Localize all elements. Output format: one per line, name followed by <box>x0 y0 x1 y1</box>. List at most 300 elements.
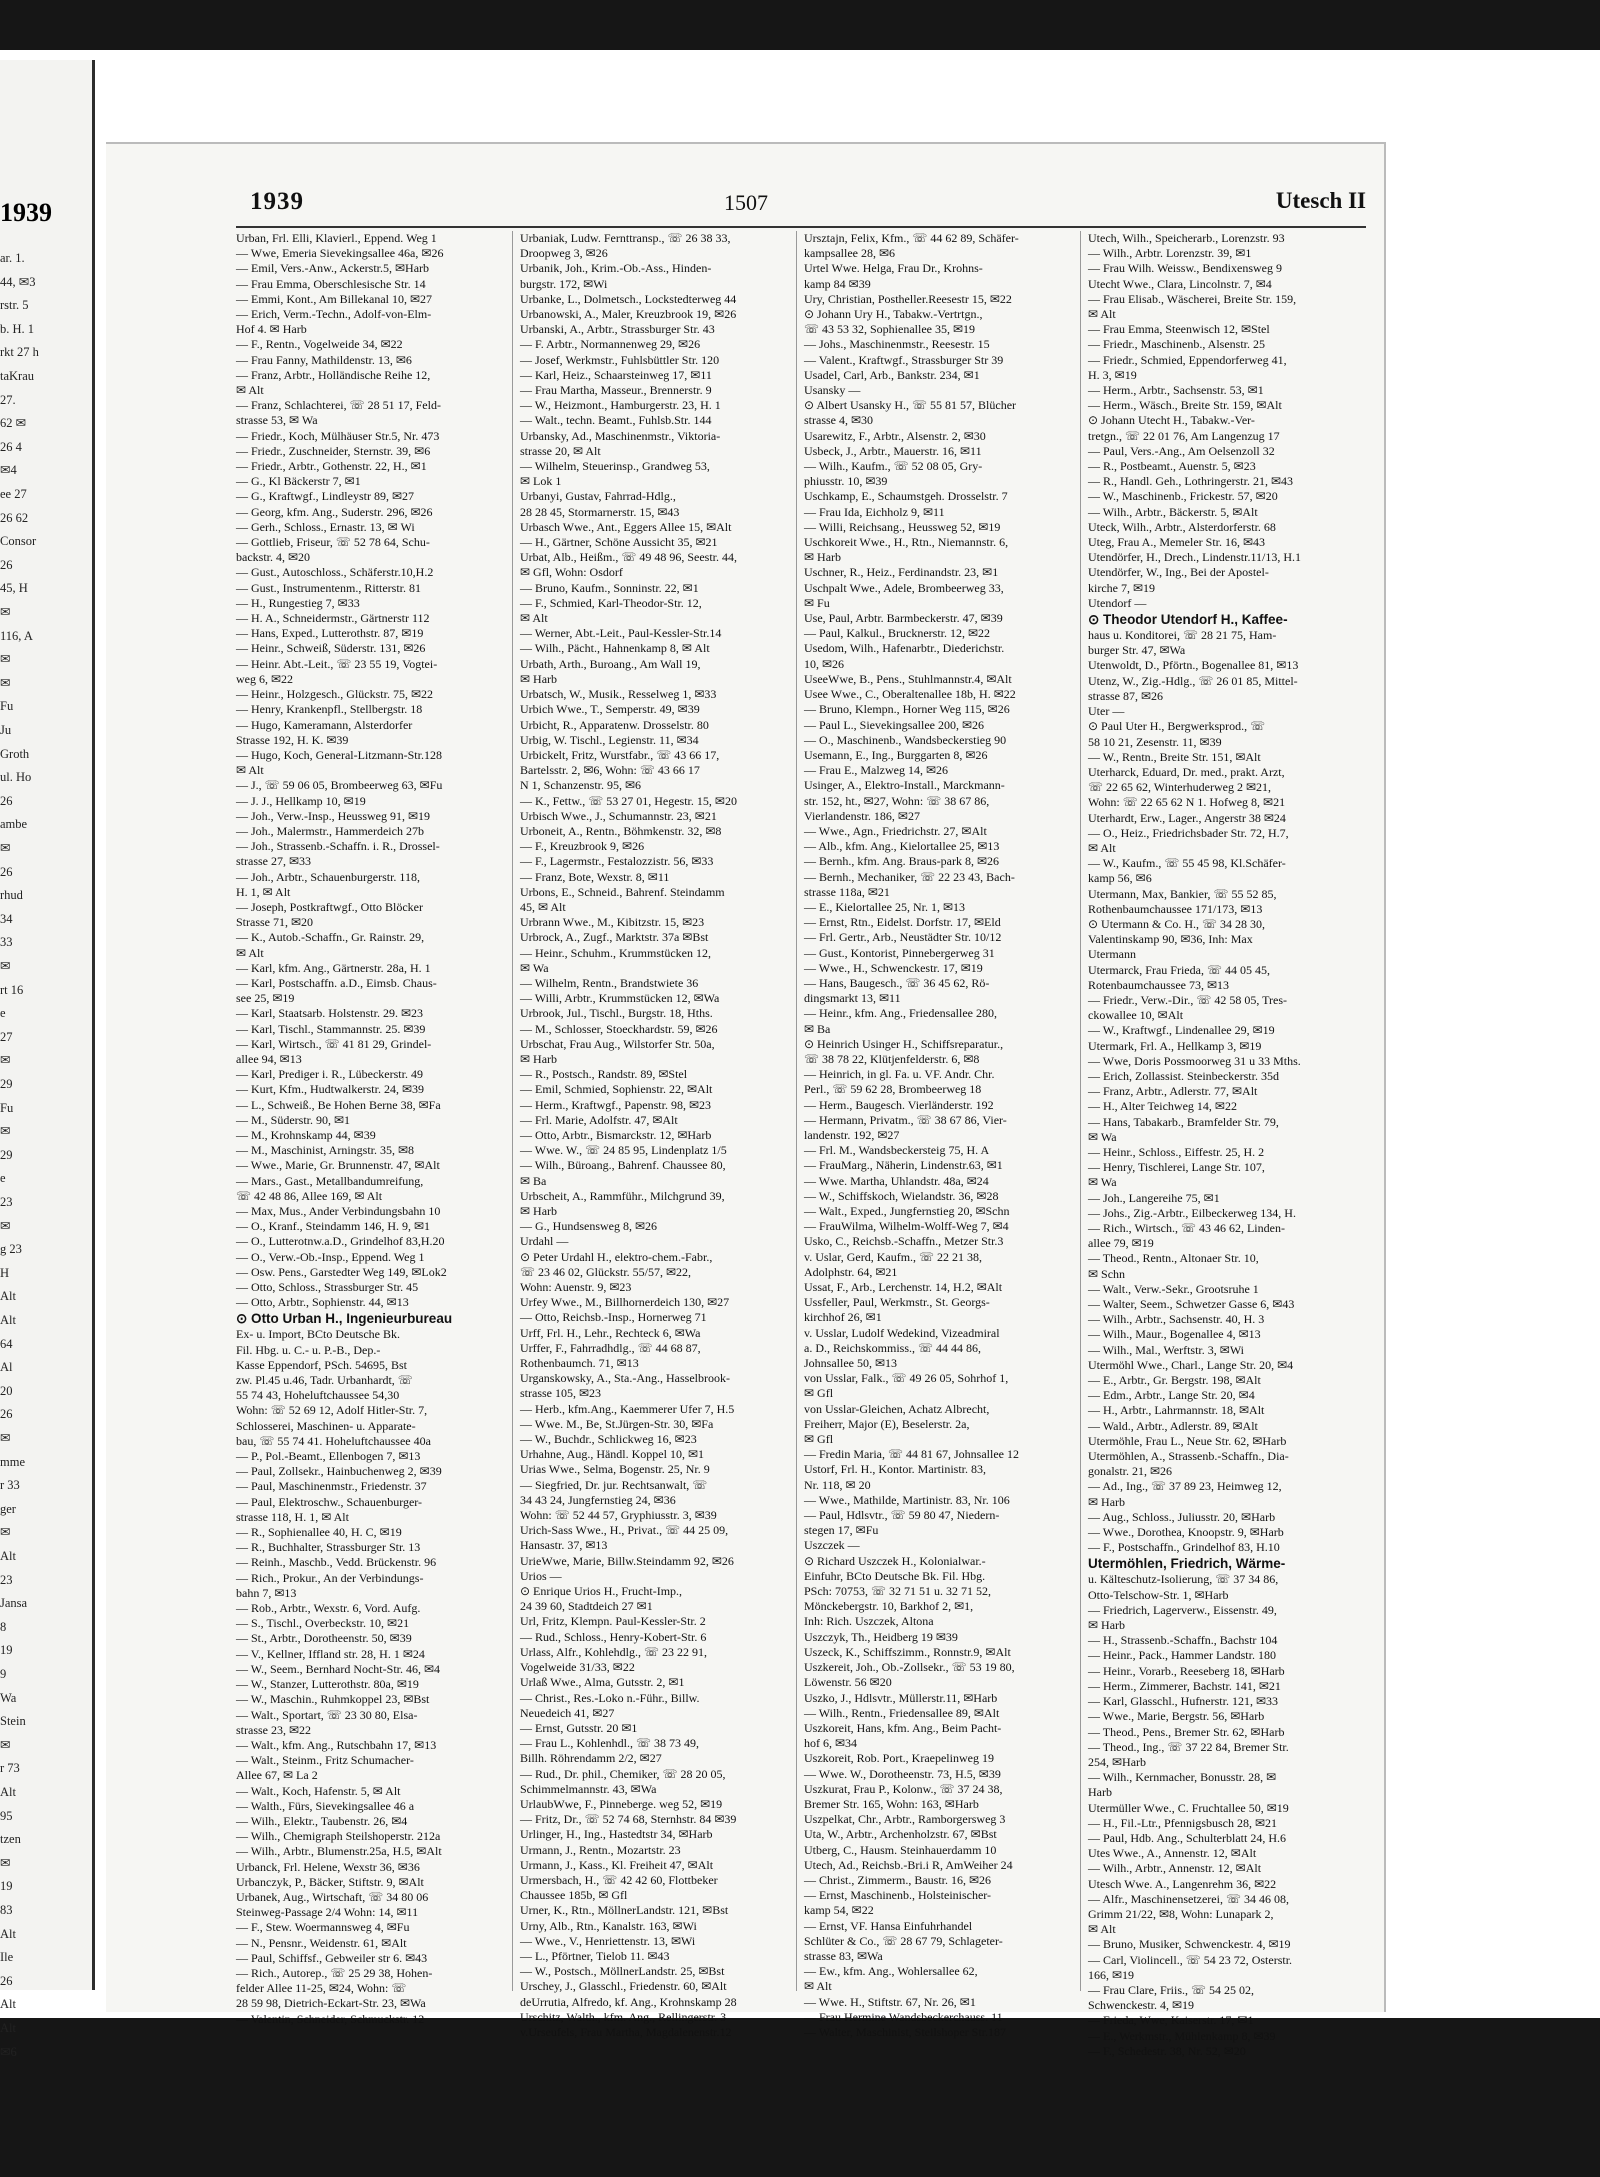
directory-entry: — Theod., Rentn., Altonaer Str. 10, <box>1088 1251 1259 1266</box>
directory-entry: Urban, Frl. Elli, Klavierl., Eppend. Weg 1 <box>236 231 437 245</box>
directory-entry: — Hugo, Koch, General-Litzmann-Str.128 <box>236 747 442 762</box>
left-page-fragment: 9 <box>0 1667 7 1681</box>
left-page-fragment: Alt <box>0 1997 16 2012</box>
directory-entry: Droopweg 3, ✉26 <box>520 246 608 261</box>
directory-entry: Nr. 118, ✉ 20 <box>804 1477 871 1492</box>
directory-entry: ✉ Alt <box>520 611 548 626</box>
directory-entry: — Friedr., Zuschneider, Sternstr. 39, ✉6 <box>236 443 431 458</box>
left-page-fragment: ✉ <box>0 1431 11 1445</box>
directory-entry: — G., Kraftwgf., Lindleystr 89, ✉27 <box>236 489 415 504</box>
directory-entry: Utenwoldt, D., Pförtn., Bogenallee 81, ✉13 <box>1088 658 1299 673</box>
directory-entry: — Heinr., Schweiß, Süderstr. 131, ✉26 <box>236 641 426 656</box>
directory-entry: — Ad., Ing., ☏ 37 89 23, Heimweg 12, <box>1088 1479 1282 1494</box>
directory-entry: Utermann <box>1088 947 1136 962</box>
left-page-fragment: e <box>0 1171 6 1186</box>
directory-entry: Urmann, J., Rentn., Mozartstr. 23 <box>520 1842 681 1857</box>
directory-entry: Usemann, E., Ing., Burggarten 8, ✉26 <box>804 747 988 762</box>
directory-entry: — Wilh., Arbtr., Blumenstr.25a, H.5, ✉Alt <box>236 1844 442 1859</box>
directory-entry: — Friedr., Arbtr., Gothenstr. 22, H., ✉1 <box>236 459 427 474</box>
left-page-year: 1939 <box>0 198 52 227</box>
directory-entry: — Karl, Wirtsch., ☏ 41 81 29, Grindel- <box>236 1036 432 1051</box>
directory-entry: — Georg, kfm. Ang., Suderstr. 296, ✉26 <box>236 504 433 519</box>
directory-entry: — Walth., Fürs, Sievekingsallee 46 a <box>236 1798 415 1813</box>
directory-entry: felder Allee 11-25, ✉24, Wohn: ☏ <box>236 1981 407 1996</box>
directory-entry: 28 28 45, Stormarnerstr. 15, ✉43 <box>520 504 680 519</box>
left-page-fragment: rstr. 5 <box>0 298 29 313</box>
directory-entry: Urtel Wwe. Helga, Frau Dr., Krohns- <box>804 261 983 276</box>
directory-entry: — F., Postschaffn., Grindelhof 83, H.10 <box>1088 1540 1280 1555</box>
directory-entry: — H., Fil.-Ltr., Pfennigsbusch 28, ✉21 <box>1088 1815 1278 1830</box>
left-page-fragment: tzen <box>0 1832 21 1847</box>
directory-entry: — W., Maschinenb., Frickestr. 57, ✉20 <box>1088 489 1278 504</box>
left-page-fragment: Alt <box>0 1289 16 1304</box>
directory-entry: — Erich, Zollassist. Steinbeckerstr. 35d <box>1088 1068 1279 1083</box>
directory-entry: — Heinr., Holzgesch., Glückstr. 75, ✉22 <box>236 687 434 702</box>
directory-entry: Grimm 21/22, ✉8, Wohn: Lunapark 2, <box>1088 1906 1274 1921</box>
directory-entry: deUrrutia, Alfredo, kf. Ang., Krohnskamp 28 <box>520 1994 737 2009</box>
directory-entry: — Karl, Postschaffn. a.D., Eimsb. Chaus- <box>236 975 437 990</box>
left-page-fragment: 95 <box>0 1808 13 1823</box>
directory-entry: — Paul, Vers.-Ang., Am Oelsenzoll 32 <box>1088 443 1275 458</box>
directory-entry: — Wwe. W., Dorotheenstr. 73, H.5, ✉39 <box>804 1766 1001 1781</box>
directory-entry: phiusstr. 10, ✉39 <box>804 474 888 489</box>
directory-entry: Utendörfer, H., Drech., Lindenstr.11/13, H.1 <box>1088 550 1302 565</box>
directory-entry: Wohn: ☏ 52 69 12, Adolf Hitler-Str. 7, <box>236 1403 428 1418</box>
scan-top-border <box>0 0 1600 50</box>
directory-entry: — Walt., Verw.-Sekr., Grootsruhe 1 <box>1088 1281 1259 1296</box>
directory-entry: — Johs., Zig.-Arbtr., Eilbeckerweg 134, H. <box>1088 1205 1296 1220</box>
directory-entry: Uterharck, Eduard, Dr. med., prakt. Arzt, <box>1088 764 1285 779</box>
directory-entry: ⊙ Albert Usansky H., ☏ 55 81 57, Blücher <box>804 398 1017 413</box>
left-page-fragment: 19 <box>0 1879 13 1894</box>
left-page-fragment: rhud <box>0 888 23 903</box>
directory-entry: Urbscheit, A., Rammführ., Milchgrund 39, <box>520 1188 725 1203</box>
directory-entry: ⊙ Heinrich Usinger H., Schiffsreparatur., <box>804 1036 1004 1051</box>
left-page-fragment: e <box>0 1006 6 1021</box>
directory-entry: tretgn., ☏ 22 01 76, Am Langenzug 17 <box>1088 428 1280 443</box>
left-page-fragment: ger <box>0 1501 16 1516</box>
directory-entry: Utermöhlen, Friedrich, Wärme- <box>1088 1556 1286 1572</box>
directory-entry: — Frieda, Wwe, Kaiserstr. 17, ✉1 <box>1088 2013 1254 2028</box>
directory-entry: — Emmi, Kont., Am Billekanal 10, ✉27 <box>236 291 433 306</box>
directory-entry: — Bernh., Mechaniker, ☏ 22 23 43, Bach- <box>804 869 1015 884</box>
directory-entry: Urboneit, A., Rentn., Böhmkenstr. 32, ✉8 <box>520 823 722 838</box>
directory-entry: ✉ Harb <box>520 1204 558 1218</box>
directory-entry: — H., Rungestieg 7, ✉33 <box>236 595 360 610</box>
directory-entry: Strasse 192, H. K. ✉39 <box>236 732 349 747</box>
left-page-fragment: 27 <box>0 1029 13 1044</box>
left-page-fragment: 62 ✉ <box>0 416 27 431</box>
directory-entry: — F., Stew. Woermannsweg 4, ✉Fu <box>236 1920 410 1935</box>
directory-entry: v. Uslar, Gerd, Kaufm., ☏ 22 21 38, <box>804 1249 983 1264</box>
directory-entry: — O., Verw.-Ob.-Insp., Eppend. Weg 1 <box>236 1249 425 1264</box>
directory-entry: — G., Kl Bäckerstr 7, ✉1 <box>236 474 361 489</box>
directory-entry: — O., Lutterotnw.a.D., Grindelhof 83,H.20 <box>236 1234 445 1249</box>
directory-entry: ✉ Alt <box>1088 1922 1116 1937</box>
directory-entry: — Carl, Violincell., ☏ 54 23 72, Osterstr. <box>1088 1952 1293 1967</box>
directory-entry: — Wwe. H., Stiftstr. 67, Nr. 26, ✉1 <box>804 1994 976 2009</box>
directory-entry: ✉ Gfl, Wohn: Osdorf <box>520 565 623 580</box>
directory-entry: N 1, Schanzenstr. 95, ✉6 <box>520 778 642 793</box>
directory-entry: — L., Pförtner, Tielob 11. ✉43 <box>520 1948 670 1963</box>
directory-entry: — Heinr., kfm. Ang., Friedensallee 280, <box>804 1006 997 1021</box>
directory-entry: Urbat, Alb., Heißm., ☏ 49 48 96, Seestr. 44, <box>520 550 737 565</box>
column-3 <box>804 231 1072 2039</box>
directory-entry: — Otto, Reichsb.-Insp., Hornerweg 71 <box>520 1310 707 1325</box>
left-page-fragment: Ile <box>0 1950 14 1965</box>
directory-entry: Löwenstr. 56 ✉20 <box>804 1675 892 1690</box>
directory-entry: Uschkoreit Wwe., H., Rtn., Niemannstr. 6, <box>804 535 1009 550</box>
directory-entry: Uschner, R., Heiz., Ferdinandstr. 23, ✉1 <box>804 565 999 580</box>
directory-entry: Urganskowsky, A., Sta.-Ang., Hasselbrook- <box>520 1371 730 1386</box>
left-page-fragment: 116, A <box>0 628 33 643</box>
directory-entry: — Walt., kfm. Ang., Rutschbahn 17, ✉13 <box>236 1737 437 1752</box>
directory-entry: Fil. Hbg. u. C.- u. P.-B., Dep.- <box>236 1342 381 1357</box>
left-page-edge <box>0 60 95 2059</box>
directory-entry: Urbanke, L., Dolmetsch., Lockstedterweg 44 <box>520 291 737 306</box>
directory-entry: — Paul, Hdb. Ang., Schulterblatt 24, H.6 <box>1088 1830 1286 1845</box>
directory-entry: — Wwe. M., Be, St.Jürgen-Str. 30, ✉Fa <box>520 1416 714 1431</box>
directory-entry: ☏ 23 46 02, Glückstr. 55/57, ✉22, <box>520 1264 692 1279</box>
directory-entry: — Edm., Arbtr., Lange Str. 20, ✉4 <box>1088 1388 1255 1403</box>
directory-entry: — S., Tischl., Overbeckstr. 10, ✉21 <box>236 1616 410 1631</box>
left-page-fragment: Al <box>0 1360 13 1375</box>
directory-entry: Utenz, W., Zig.-Hdlg., ☏ 26 01 85, Mittel- <box>1088 673 1298 688</box>
directory-entry: — Theod., Ing., ☏ 37 22 84, Bremer Str. <box>1088 1739 1289 1754</box>
directory-entry: — Aug., Schloss., Juliusstr. 20, ✉Harb <box>1088 1509 1276 1524</box>
directory-entry: — G., Hundsensweg 8, ✉26 <box>520 1219 658 1234</box>
directory-entry: kirche 7, ✉19 <box>1088 580 1156 595</box>
directory-entry: Uszkoreit, Hans, kfm. Ang., Beim Pacht- <box>804 1720 1002 1735</box>
directory-entry: Uterhardt, Erw., Lager., Angerstr 38 ✉24 <box>1088 810 1286 825</box>
left-page-fragment: ✉ <box>0 605 11 619</box>
directory-entry: Schimmelmannstr. 43, ✉Wa <box>520 1781 657 1796</box>
directory-entry: ✉ Ba <box>804 1021 831 1036</box>
left-page-fragment: 26 4 <box>0 439 22 454</box>
directory-entry: — Wilh., Büroang., Bahrenf. Chaussee 80, <box>520 1158 726 1173</box>
directory-entry: — Wwe., Marie, Gr. Brunnenstr. 47, ✉Alt <box>236 1158 440 1173</box>
directory-entry: ✉ Alt <box>1088 840 1116 855</box>
directory-entry: ☏ 43 53 32, Sophienallee 35, ✉19 <box>804 322 976 337</box>
column-1 <box>236 231 504 2026</box>
directory-entry: — Paul, Kalkul., Brucknerstr. 12, ✉22 <box>804 626 991 641</box>
directory-entry: H. 3, ✉19 <box>1088 367 1137 382</box>
directory-entry: — W., Schiffskoch, Wielandstr. 36, ✉28 <box>804 1188 999 1203</box>
directory-entry: 45, ✉ Alt <box>520 899 566 914</box>
directory-entry: — R., Postsch., Randstr. 89, ✉Stel <box>520 1067 688 1082</box>
directory-entry: Utendörfer, W., Ing., Bei der Apostel- <box>1088 565 1269 580</box>
directory-entry: — F., Lagermstr., Festalozzistr. 56, ✉33 <box>520 854 714 869</box>
directory-entry: Urbicht, R., Apparatenw. Drosselstr. 80 <box>520 717 709 732</box>
directory-entry: Kasse Eppendorf, PSch. 54695, Bst <box>236 1357 407 1372</box>
directory-entry: UseeWwe, B., Pens., Stuhlmannstr.4, ✉Alt <box>804 671 1012 686</box>
directory-entry: — Karl, kfm. Ang., Gärtnerstr. 28a, H. 1 <box>236 960 431 975</box>
directory-entry: — P., Pol.-Beamt., Ellenbogen 7, ✉13 <box>236 1449 421 1464</box>
directory-entry: — Henry, Tischlerei, Lange Str. 107, <box>1088 1160 1265 1175</box>
directory-entry: — Walt., Koch, Hafenstr. 5, ✉ Alt <box>236 1783 401 1798</box>
scan-bottom-border <box>0 2018 1600 2177</box>
directory-entry: Hansastr. 37, ✉13 <box>520 1538 608 1553</box>
directory-entry: — Herb., kfm.Ang., Kaemmerer Ufer 7, H.5 <box>520 1401 735 1416</box>
directory-entry: stegen 17, ✉Fu <box>804 1523 879 1538</box>
directory-entry: ⊙ Richard Uszczek H., Kolonialwar.- <box>804 1553 986 1568</box>
directory-entry: — Wilhelm, Rentn., Brandstwiete 36 <box>520 975 699 990</box>
left-page-fragment: ✉4 <box>0 463 17 478</box>
directory-entry: strasse 83, ✉Wa <box>804 1948 883 1963</box>
directory-entry: Urbons, E., Schneid., Bahrenf. Steindamm <box>520 884 725 899</box>
directory-entry: 166, ✉19 <box>1088 1967 1135 1982</box>
directory-entry: Utech, Wilh., Speicherarb., Lorenzstr. 93 <box>1088 231 1285 245</box>
directory-entry: bahn 7, ✉13 <box>236 1585 297 1600</box>
directory-entry: Urbrook, Jul., Tischl., Burgstr. 18, Hths. <box>520 1006 713 1021</box>
directory-entry: — Herm., Wäsch., Breite Str. 159, ✉Alt <box>1088 398 1282 413</box>
page-header <box>126 188 1366 228</box>
directory-entry: Uter — <box>1088 704 1125 719</box>
directory-entry: — Friedrich, Lagerverw., Eissenstr. 49, <box>1088 1602 1277 1617</box>
directory-entry: Harb <box>1088 1785 1112 1800</box>
column-2 <box>520 231 788 2039</box>
directory-entry: Uszpelkat, Chr., Arbtr., Ramborgersweg 3 <box>804 1812 1006 1827</box>
left-page-fragment: 34 <box>0 911 13 926</box>
left-page-fragment: 83 <box>0 1903 13 1917</box>
directory-entry: Urbanck, Frl. Helene, Wexstr 36, ✉36 <box>236 1859 420 1874</box>
directory-columns <box>236 231 1366 2058</box>
directory-entry: ✉ Fu <box>804 595 830 610</box>
directory-entry: — Heinr. Abt.-Leit., ☏ 23 55 19, Vogtei- <box>236 656 438 671</box>
directory-entry: — Willi, Arbtr., Krummstücken 12, ✉Wa <box>520 991 720 1006</box>
directory-entry: Utermann, Max, Bankier, ☏ 55 52 85, <box>1088 886 1277 901</box>
directory-entry: — R., Buchhalter, Strassburger Str. 13 <box>236 1540 421 1555</box>
directory-entry: strasse 105, ✉23 <box>520 1386 602 1401</box>
directory-entry: — Gottlieb, Friseur, ☏ 52 78 64, Schu- <box>236 535 430 550</box>
directory-entry: Wohn: Auenstr. 9, ✉23 <box>520 1280 632 1295</box>
directory-entry: — Wilh., Elektr., Taubenstr. 26, ✉4 <box>236 1813 408 1828</box>
directory-entry: — N., Pensnr., Weidenstr. 61, ✉Alt <box>236 1935 407 1950</box>
directory-entry: 24 39 60, Stadtdeich 27 ✉1 <box>520 1599 653 1614</box>
left-page-fragment: ar. 1. <box>0 251 25 265</box>
directory-entry: Urlaß Wwe., Alma, Gutsstr. 2, ✉1 <box>520 1675 685 1690</box>
directory-entry: strasse 118, H. 1, ✉ Alt <box>236 1509 349 1524</box>
directory-entry: — Rich., Prokur., An der Verbindungs- <box>236 1570 424 1585</box>
left-page-fragment: Alt <box>0 1549 16 1563</box>
directory-entry: allee 94, ✉13 <box>236 1051 302 1066</box>
directory-entry: — Karl, Heiz., Schaarsteinweg 17, ✉11 <box>520 367 712 382</box>
left-page-fragment: b. H. 1 <box>0 321 35 336</box>
directory-entry: — Wilh., Arbtr., Bäckerstr. 5, ✉Alt <box>1088 504 1258 519</box>
directory-entry: — Karl, Staatsarb. Holstenstr. 29. ✉23 <box>236 1006 424 1021</box>
left-page-fragment: 19 <box>0 1643 13 1658</box>
directory-entry: ⊙ Peter Urdahl H., elektro-chem.-Fabr., <box>520 1249 713 1264</box>
directory-entry: — F., Kreuzbrook 9, ✉26 <box>520 839 645 854</box>
directory-entry: v. Usslar, Ludolf Wedekind, Vizeadmiral <box>804 1325 1000 1340</box>
directory-entry: — Fritz, Dr., ☏ 52 74 68, Sternhstr. 84 ✉39 <box>520 1812 737 1827</box>
left-page-fragment: 26 <box>0 1407 13 1422</box>
directory-entry: — Frl. Gertr., Arb., Neustädter Str. 10/12 <box>804 930 1002 945</box>
column-divider <box>796 231 797 1991</box>
directory-entry: — Frau Martha, Masseur., Brennerstr. 9 <box>520 383 712 398</box>
directory-entry: — Friedr., Verw.-Dir., ☏ 42 58 05, Tres- <box>1088 992 1288 1007</box>
directory-entry: — F., Rentn., Vogelweide 34, ✉22 <box>236 337 403 352</box>
left-page-fragment: rt 16 <box>0 982 24 997</box>
directory-entry: Urhahne, Aug., Händl. Koppel 10, ✉1 <box>520 1447 705 1462</box>
directory-entry: — Frau Emma, Oberschlesische Str. 14 <box>236 276 426 291</box>
directory-entry: Steinweg-Passage 2/4 Wohn: 14, ✉11 <box>236 1905 419 1920</box>
directory-entry: — F., Schmied, Karl-Theodor-Str. 12, <box>520 595 702 610</box>
directory-entry: — Bernh., kfm. Ang. Braus-park 8, ✉26 <box>804 854 1000 869</box>
directory-entry: ✉ Alt <box>236 945 264 960</box>
left-page-fragment: 23 <box>0 1572 13 1587</box>
directory-entry: — O., Kranf., Steindamm 146, H. 9, ✉1 <box>236 1219 431 1234</box>
left-page-fragment: ✉ <box>0 1737 11 1752</box>
directory-entry: landenstr. 192, ✉27 <box>804 1127 900 1142</box>
directory-entry: — Gust., Autoschloss., Schäferstr.10,H.2 <box>236 565 434 580</box>
directory-entry: — W., Seem., Bernhard Nocht-Str. 46, ✉4 <box>236 1661 441 1676</box>
running-head: Utesch II <box>1275 188 1366 213</box>
directory-entry: — Wilh., Chemigraph Steilshoperstr. 212a <box>236 1829 441 1844</box>
directory-entry: Urbrann Wwe., M., Kibitzstr. 15, ✉23 <box>520 915 705 930</box>
directory-entry: — Frau Wilh. Weissw., Bendixensweg 9 <box>1088 261 1282 276</box>
directory-entry: ckowallee 10, ✉Alt <box>1088 1008 1184 1023</box>
directory-entry: Ury, Christian, Postheller.Reesestr 15, ✉22 <box>804 291 1012 306</box>
directory-entry: — Emil, Vers.-Anw., Ackerstr.5, ✉Harb <box>236 261 430 276</box>
directory-entry: — Rud., Dr. phil., Chemiker, ☏ 28 20 05, <box>520 1766 726 1781</box>
directory-entry: Urbanek, Aug., Wirtschaft, ☏ 34 80 06 <box>236 1889 429 1904</box>
directory-entry: — Gerh., Schloss., Ernastr. 13, ✉ Wi <box>236 519 415 534</box>
directory-entry: — Wilh., Mal., Werftstr. 3, ✉Wi <box>1088 1342 1244 1357</box>
directory-entry: ✉ Alt <box>1088 307 1116 322</box>
directory-entry: Usko, C., Reichsb.-Schaffn., Metzer Str.3 <box>804 1234 1004 1249</box>
directory-entry: — Christ., Res.-Loko n.-Führ., Billw. <box>520 1690 700 1705</box>
left-page-fragment: 29 <box>0 1147 13 1162</box>
directory-entry: — Rob., Arbtr., Wexstr. 6, Vord. Aufg. <box>236 1601 421 1616</box>
left-page-fragment: 45, H <box>0 581 28 596</box>
directory-entry: Wohn: ☏ 22 65 62 N 1. Hofweg 8, ✉21 <box>1088 795 1286 810</box>
header-rule <box>236 226 1366 228</box>
directory-entry: kirchhof 26, ✉1 <box>804 1310 882 1325</box>
directory-entry: — Heinr., Vorarb., Reeseberg 18, ✉Harb <box>1088 1663 1285 1678</box>
page-year: 1939 <box>250 188 304 215</box>
directory-entry: — Wwe., Mathilde, Martinistr. 83, Nr. 106 <box>804 1492 1010 1507</box>
directory-entry: Vogelweide 31/33, ✉22 <box>520 1660 635 1675</box>
directory-entry: ✉ Wa <box>1088 1129 1117 1144</box>
left-page-fragment: Consor <box>0 534 37 549</box>
directory-entry: Mönckebergstr. 10, Barkhof 2, ✉1, <box>804 1599 974 1614</box>
directory-entry: — F., Schedestr. 38, Nr. 52, ✉20 <box>1088 2043 1246 2058</box>
directory-entry: dingsmarkt 13, ✉11 <box>804 991 901 1006</box>
directory-entry: — W., Kraftwgf., Lindenallee 29, ✉19 <box>1088 1023 1275 1038</box>
directory-entry: Urbanyi, Gustav, Fahrrad-Hdlg., <box>520 489 676 504</box>
directory-entry: kamp 84 ✉39 <box>804 276 871 291</box>
left-page-fragment: 23 <box>0 1195 13 1209</box>
directory-entry: Ustorf, Frl. H., Kontor. Martinistr. 83, <box>804 1462 986 1477</box>
column-4 <box>1088 231 1356 2058</box>
directory-entry: Urbickelt, Fritz, Wurstfabr., ☏ 43 66 17, <box>520 747 720 762</box>
directory-entry: — Walt., Sportart, ☏ 23 30 80, Elsa- <box>236 1707 418 1722</box>
directory-entry: ✉ Wa <box>520 960 549 975</box>
directory-entry: — Hans, Tabakarb., Bramfelder Str. 79, <box>1088 1114 1279 1129</box>
left-page-fragment: 33 <box>0 935 13 950</box>
left-page-fragment: 26 62 <box>0 510 29 525</box>
directory-entry: — Frl. M., Wandsbeckersteig 75, H. A <box>804 1143 990 1158</box>
directory-entry: — Valentin, Schneider, Schmuckstr. 12 <box>236 2011 425 2026</box>
directory-entry: Schwenckestr. 4, ✉19 <box>1088 1998 1195 2013</box>
directory-entry: ⊙ Paul Uter H., Bergwerksprod., ☏ <box>1088 719 1266 734</box>
directory-entry: — W., Maschin., Ruhmkoppel 23, ✉Bst <box>236 1692 430 1707</box>
directory-entry: — Wwe., H., Schwenckestr. 17, ✉19 <box>804 960 983 975</box>
directory-entry: kampsallee 28, ✉6 <box>804 246 896 261</box>
directory-entry: — E., Kielortallee 25, Nr. 1, ✉13 <box>804 899 966 914</box>
directory-entry: — W., Kaufm., ☏ 55 45 98, Kl.Schäfer- <box>1088 856 1286 871</box>
directory-entry: Neuedeich 41, ✉27 <box>520 1705 615 1720</box>
directory-entry: Usbeck, J., Arbtr., Mauerstr. 16, ✉11 <box>804 443 982 458</box>
directory-entry: u. Kälteschutz-Isolierung, ☏ 37 34 86, <box>1088 1572 1279 1587</box>
directory-entry: — Franz, Bote, Wexstr. 8, ✉11 <box>520 869 670 884</box>
directory-entry: — Reinh., Maschb., Vedd. Brückenstr. 96 <box>236 1555 437 1570</box>
directory-entry: — Johs., Maschinenmstr., Reesestr. 15 <box>804 337 990 352</box>
left-page-fragment: ambe <box>0 817 28 832</box>
directory-entry: — Wilh., Pächt., Hahnenkamp 8, ✉ Alt <box>520 641 710 656</box>
left-page-fragment: mme <box>0 1454 25 1469</box>
directory-entry: — W., Postsch., MöllnerLandstr. 25, ✉Bst <box>520 1964 725 1979</box>
directory-entry: — M., Krohnskamp 44, ✉39 <box>236 1127 376 1142</box>
directory-entry: — R., Handl. Geh., Lothringerstr. 21, ✉43 <box>1088 474 1294 489</box>
directory-entry: ✉ Schn <box>1088 1266 1126 1281</box>
directory-entry: UrieWwe, Marie, Billw.Steindamm 92, ✉26 <box>520 1553 734 1568</box>
directory-entry: ⊙ Theodor Utendorf H., Kaffee- <box>1088 612 1288 628</box>
left-page-fragment: H <box>0 1265 10 1280</box>
directory-entry: Urbanik, Joh., Krim.-Ob.-Ass., Hinden- <box>520 261 712 276</box>
left-page-fragment: ✉ <box>0 1053 11 1068</box>
directory-entry: — St., Arbtr., Dorotheenstr. 50, ✉39 <box>236 1631 412 1646</box>
left-page-fragment: ✉6 <box>0 2044 17 2059</box>
directory-entry: — Joh., Verw.-Insp., Heussweg 91, ✉19 <box>236 808 431 823</box>
directory-entry: Johnsallee 50, ✉13 <box>804 1356 898 1371</box>
directory-entry: — Siegfried, Dr. jur. Rechtsanwalt, ☏ <box>520 1477 708 1492</box>
directory-entry: — Wilh., Arbtr. Lorenzstr. 39, ✉1 <box>1088 246 1252 261</box>
directory-entry: Urner, K., Rtn., MöllnerLandstr. 121, ✉Bst <box>520 1903 729 1918</box>
directory-entry: — R., Sophienallee 40, H. C, ✉19 <box>236 1525 402 1540</box>
directory-entry: Uszkurat, Frau P., Kolonw., ☏ 37 24 38, <box>804 1781 1003 1796</box>
directory-entry: Bremer Str. 165, Wohn: 163, ✉Harb <box>804 1796 979 1811</box>
directory-entry: — Fredin Maria, ☏ 44 81 67, Johnsallee 12 <box>804 1447 1019 1462</box>
left-page-fragment: 8 <box>0 1619 7 1634</box>
directory-entry: Adolphstr. 64, ✉21 <box>804 1264 898 1279</box>
directory-entry: — W., Buchdr., Schlickweg 16, ✉23 <box>520 1432 697 1447</box>
directory-entry: — Paul, Zollsekr., Hainbuchenweg 2, ✉39 <box>236 1464 442 1479</box>
directory-entry: ✉ Gfl <box>804 1432 834 1447</box>
directory-entry: — K., Autob.-Schaffn., Gr. Rainstr. 29, <box>236 930 425 945</box>
directory-entry: H. 1, ✉ Alt <box>236 884 291 899</box>
directory-entry: — Frau Emma, Steenwisch 12, ✉Stel <box>1088 322 1270 337</box>
directory-entry: kamp 56, ✉6 <box>1088 871 1152 886</box>
directory-entry: 55 74 43, Hoheluftchaussee 54,30 <box>236 1388 400 1403</box>
left-page-fragment: Fu <box>0 1100 14 1115</box>
left-page-fragment: r 73 <box>0 1761 20 1776</box>
directory-entry: — Ernst, Maschinenb., Holsteinischer- <box>804 1888 992 1903</box>
directory-entry: ☏ 42 48 86, Allee 169, ✉ Alt <box>236 1188 383 1203</box>
directory-entry: Usarewitz, F., Arbtr., Alsenstr. 2, ✉30 <box>804 428 986 443</box>
directory-entry: backstr. 4, ✉20 <box>236 550 311 565</box>
directory-entry: burger Str. 47, ✉Wa <box>1088 643 1186 658</box>
directory-entry: Ussat, F., Arb., Lerchenstr. 14, H.2, ✉Alt <box>804 1280 1003 1295</box>
directory-entry: — Friedr., Maschinenb., Alsenstr. 25 <box>1088 337 1265 352</box>
directory-entry: — Walt., techn. Beamt., Fuhlsb.Str. 144 <box>520 413 712 428</box>
directory-entry: — Wilh., Rentn., Friedensallee 89, ✉Alt <box>804 1705 1000 1720</box>
directory-entry: — W., Stanzer, Lutterothstr. 80a, ✉19 <box>236 1677 419 1692</box>
directory-entry: Urbath, Arth., Buroang., Am Wall 19, <box>520 656 701 671</box>
directory-entry: Urlass, Alfr., Kohlehdlg., ☏ 23 22 91, <box>520 1644 707 1659</box>
directory-entry: allee 79, ✉19 <box>1088 1236 1154 1251</box>
